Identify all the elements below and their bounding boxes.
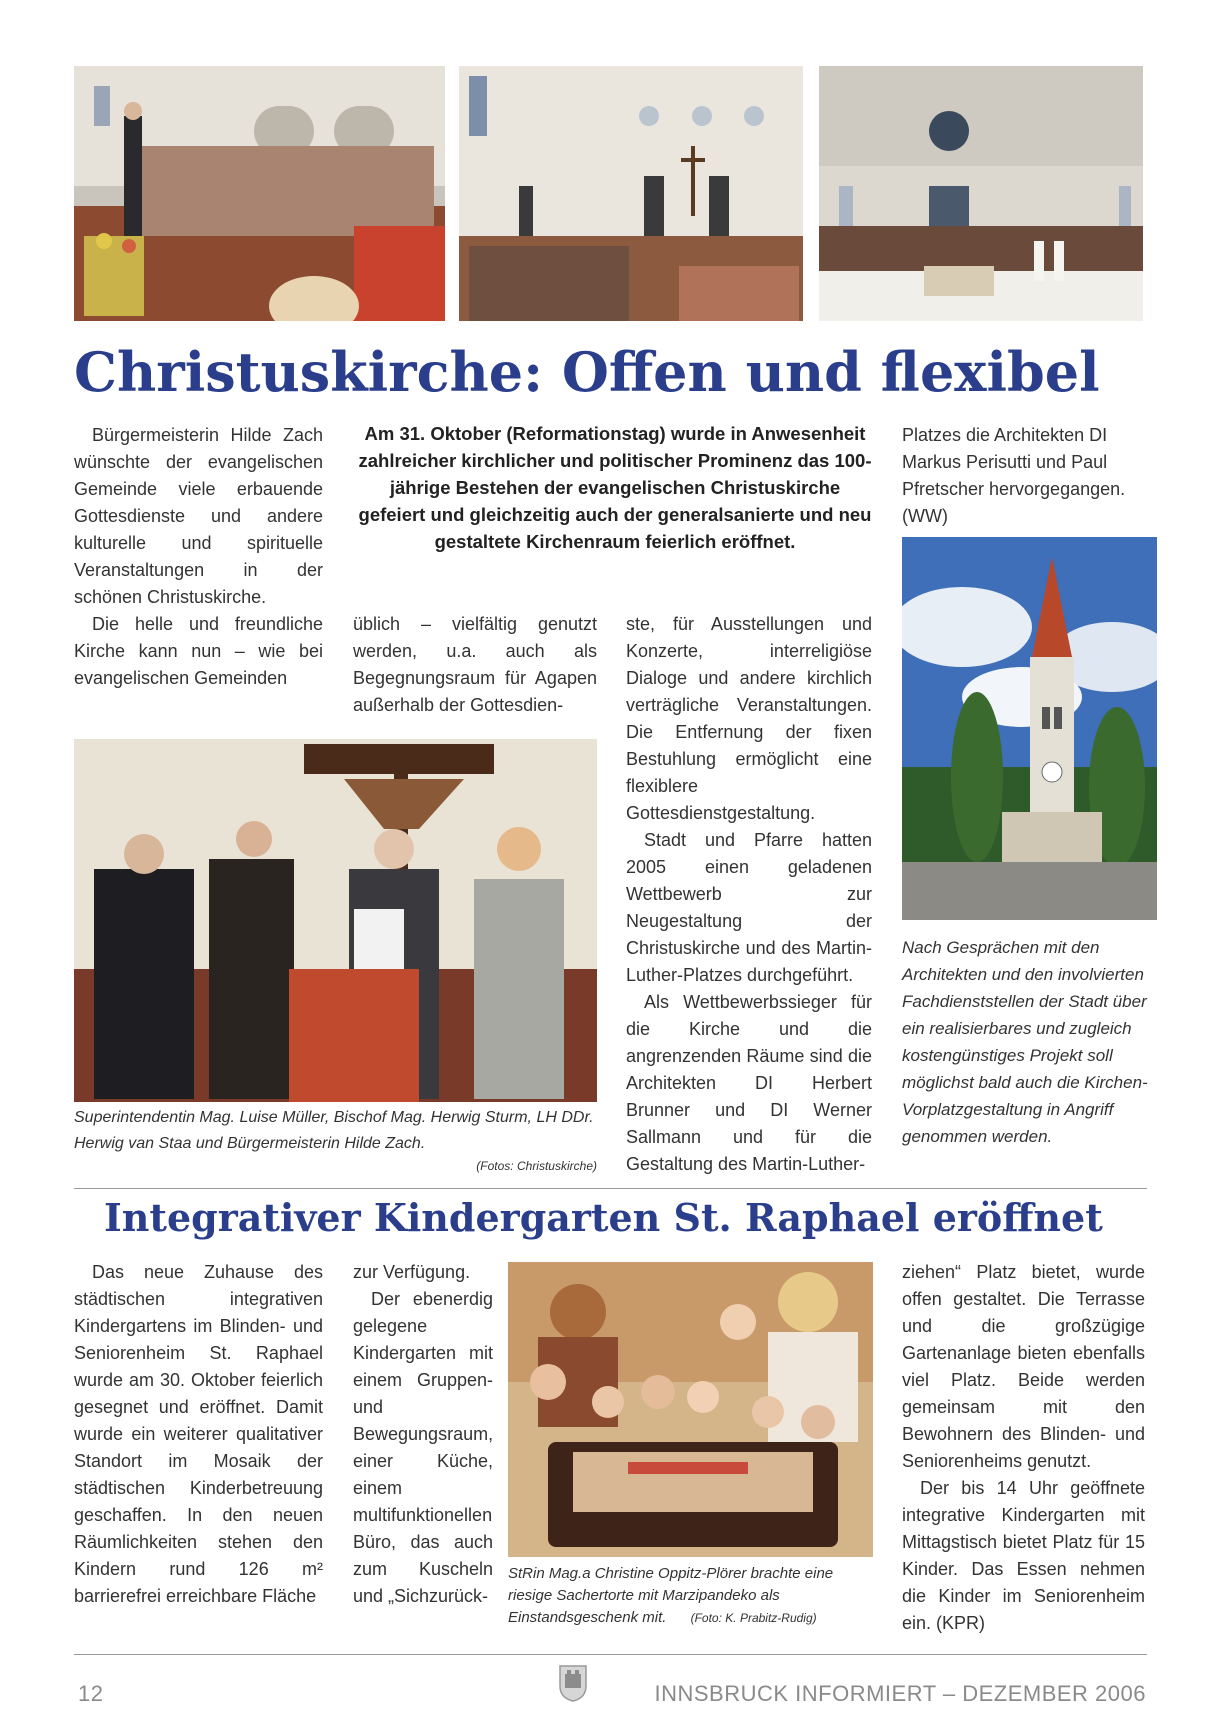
publication-footer: INNSBRUCK INFORMIERT – DEZEMBER 2006: [654, 1681, 1146, 1706]
photo-church-audience: [74, 66, 445, 321]
article1-col2-paragraph: üblich – vielfältig genutzt werden, u.a. auch als Begegnungsraum für Agapen außerhalb der Gottesdien-: [353, 614, 597, 715]
article2-photo-caption-text: StRin Mag.a Christine Oppitz-Plörer brachte eine riesige Sachertorte mit Marzipandeko als Einstandsgeschenk mit.: [508, 1565, 834, 1626]
article1-col3-paragraph-1: ste, für Ausstellungen und Konzerte, interreligiöse Dialoge und andere kirchlich verträgliche Veranstaltungen. Die Entfernung der fixen Bestuhlung ermöglicht eine flexiblere Gottesdienstgestaltung.: [626, 614, 872, 823]
article1-column-4: [902, 422, 1145, 530]
article2-column-4: [902, 1259, 1145, 1637]
article1-col1-paragraph-1: Bürgermeisterin Hilde Zach wünschte der evangelischen Gemeinde viele erbauende Gottesdienste und andere kulturelle und spirituelle Veranstaltungen in der schönen Christuskirche.: [74, 425, 323, 607]
article-separator: [74, 1188, 1147, 1189]
article1-headline: Christuskirche: Offen und flexibel: [74, 340, 1100, 404]
article1-photo-caption: [74, 1105, 597, 1175]
article1-col1-paragraph-2: Die helle und freundliche Kirche kann nun – wie bei evangelischen Gemeinden: [74, 614, 323, 688]
article2-col1-paragraph: Das neue Zuhause des städtischen integrativen Kindergartens im Blinden- und Seniorenheim St. Raphael wurde am 30. Oktober feierlich gesegnet und eröffnet. Damit wurde ein weiterer qualitativer Standort im Mosaik der städtischen Kinderbetreuung geschaffen. In den neuen Räumlichkeiten stehen den Kindern rund 126 m² barrierefrei erreichbare Fläche: [74, 1262, 323, 1606]
article1-column-3: [626, 611, 872, 1178]
article2-column-2: [353, 1259, 493, 1610]
article1-side-caption: Nach Gesprächen mit den Architekten und den involvierten Fachdienststellen der Stadt über ein realisierbares und zugleich kostengünstiges Projekt soll möglichst bald auch die Kirchen-Vorplatzgestaltung in Angriff genommen werden.: [902, 938, 1148, 1146]
article2-photo-caption: [508, 1563, 873, 1629]
article1-photo-caption-text: Superintendentin Mag. Luise Müller, Bischof Mag. Herwig Sturm, LH DDr. Herwig van Staa und Bürgermeisterin Hilde Zach.: [74, 1109, 594, 1152]
article1-lead: Am 31. Oktober (Reformationstag) wurde in Anwesenheit zahlreicher kirchlicher und politischer Prominenz das 100-jährige Bestehen der evangelischen Christuskirche gefeiert und gleichzeitig auch der generalsanierte und neu gestaltete Kirchenraum feierlich eröffnet.: [358, 423, 872, 552]
footer-rule: [74, 1654, 1147, 1655]
article1-column-2: [353, 611, 597, 719]
article2-column-1: [74, 1259, 323, 1610]
article1-col3-paragraph-2: Stadt und Pfarre hatten 2005 einen geladenen Wettbewerb zur Neugestaltung der Christuskirche und des Martin-Luther-Platzes durchgeführt.: [626, 830, 872, 985]
city-crest-icon: [558, 1662, 588, 1702]
article1-col4-paragraph: Platzes die Architekten DI Markus Perisutti und Paul Pfretscher hervorgegangen. (WW): [902, 425, 1126, 526]
article1-col3-paragraph-3: Als Wettbewerbssieger für die Kirche und die angrenzenden Räume sind die Architekten DI Herbert Brunner und DI Werner Sallmann und für die Gestaltung des Martin-Luther-: [626, 992, 872, 1174]
article1-photo-credit: (Fotos: Christuskirche): [476, 1159, 597, 1173]
photo-church-tower: [902, 537, 1157, 920]
article2-photo-credit: (Foto: K. Prabitz-Rudig): [690, 1611, 817, 1625]
photo-officials-ceremony: [74, 739, 597, 1102]
article1-column-1: [74, 422, 323, 692]
photo-kindergarten-cake: [508, 1262, 873, 1557]
photo-church-interior-congregation: [459, 66, 803, 321]
article2-col2-paragraph-2: Der ebenerdig gelegene Kindergarten mit einem Gruppen- und Bewegungsraum, einer Küche, einem multifunktionellen Büro, das auch zum Kuscheln und „Sichzurück-: [353, 1289, 494, 1606]
article2-col4-paragraph-1: ziehen“ Platz bietet, wurde offen gestaltet. Die Terrasse und die großzügige Gartenanlage bieten ebenfalls viel Platz. Beide werden gemeinsam mit den Bewohnern des Blinden- und Seniorenheims genutzt.: [902, 1262, 1145, 1471]
article2-col4-paragraph-2: Der bis 14 Uhr geöffnete integrative Kindergarten mit Mittagstisch bietet Platz für 15 Kinder. Das Essen nehmen die Kinder im Seniorenheim ein. (KPR): [902, 1478, 1145, 1633]
page-number: 12: [78, 1681, 104, 1706]
article2-headline: Integrativer Kindergarten St. Raphael eröffnet: [104, 1195, 1103, 1240]
photo-church-altar-bible: [819, 66, 1143, 321]
article2-col2-paragraph-1: zur Verfügung.: [353, 1262, 471, 1282]
